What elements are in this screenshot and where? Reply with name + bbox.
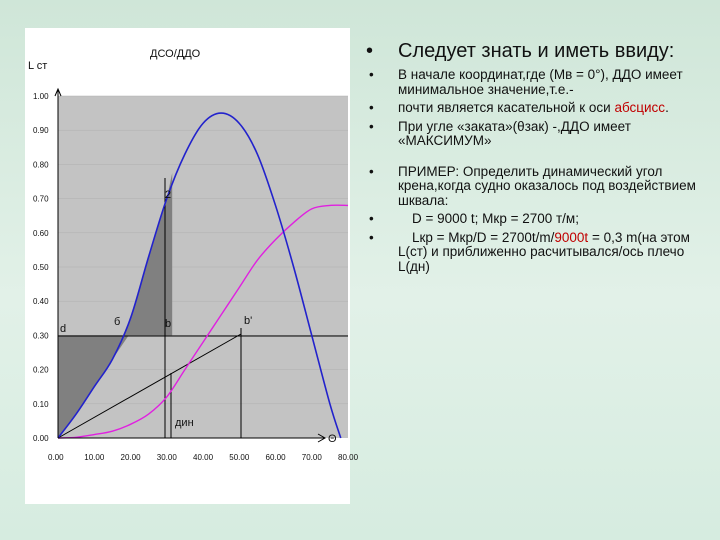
note-item	[362, 212, 712, 227]
notes-heading-text: Следует знать и иметь ввиду:	[398, 40, 675, 62]
point-label-2: 2	[165, 189, 172, 201]
point-label-b-small: б	[114, 316, 121, 328]
y-tick-label: 1.00	[33, 92, 49, 101]
y-tick-label: 0.40	[33, 297, 49, 307]
y-tick-label: 0.70	[33, 194, 49, 204]
y-tick-label: 0.00	[33, 434, 49, 443]
point-label-b-prime: b'	[244, 315, 253, 327]
bullet-icon: •	[369, 163, 374, 179]
y-tick-label: 0.50	[33, 263, 49, 272]
note-item	[362, 101, 712, 116]
notes-panel	[362, 40, 712, 274]
bullet-icon: •	[366, 40, 374, 62]
y-axis-label: L ст	[28, 60, 48, 72]
bullet-icon: •	[369, 100, 374, 115]
x-tick-label: 40.00	[193, 453, 214, 462]
y-tick-label: 0.20	[33, 365, 49, 375]
point-label-din: дин	[175, 417, 194, 429]
note-text: ПРИМЕР: Определить динамический угол крена,когда судно оказалось под воздействием шквала:	[398, 163, 696, 208]
note-highlight: абсцисс	[614, 100, 666, 115]
bullet-icon: •	[369, 229, 374, 245]
note-text: В начале координат,где (Мв = 0°), ДДО имеет минимальное значение,т.е.-	[398, 67, 683, 97]
y-tick-label: 0.10	[33, 399, 49, 409]
x-tick-label: 20.00	[120, 453, 141, 462]
note-item	[362, 231, 712, 275]
y-tick-label: 0.30	[33, 331, 49, 341]
x-tick-label: 50.00	[229, 453, 250, 462]
x-tick-label: 30.00	[156, 453, 177, 462]
note-text: Lкр = Мкр/D = 2700t/m/	[412, 229, 555, 245]
point-label-b: b	[165, 318, 172, 330]
bullet-icon: •	[369, 211, 374, 226]
x-tick-label: 10.00	[84, 453, 105, 462]
x-tick-label: 70.00	[301, 453, 322, 462]
stability-diagram	[25, 28, 359, 504]
y-tick-label: 0.60	[33, 228, 49, 238]
x-tick-label: 60.00	[265, 453, 286, 462]
figure-title: ДСО/ДДО	[150, 48, 201, 60]
stability-diagram-figure	[25, 28, 359, 504]
note-item	[362, 165, 712, 209]
notes-heading	[362, 40, 712, 62]
note-highlight: 9000t	[554, 229, 589, 245]
bullet-icon: •	[369, 118, 374, 134]
theta-label: Θ	[328, 433, 337, 445]
y-tick-label: 0.90	[33, 126, 49, 136]
x-tick-label: 0.00	[48, 453, 64, 462]
note-text-tail: = 0,3 m(на этом L(ст) и приближенно расчитывался/ось плечо L(дн)	[398, 229, 690, 274]
bullet-icon: •	[369, 67, 374, 82]
note-item	[362, 120, 712, 149]
note-item	[362, 68, 712, 97]
note-text-tail: .	[665, 100, 669, 115]
note-text: При угле «заката»(θзак) -,ДДО имеет «МАКСИМУМ»	[398, 118, 631, 148]
x-tick-label: 80.00	[338, 453, 359, 462]
note-text: D = 9000 t; Мкр = 2700 т/м;	[412, 211, 579, 226]
y-tick-label: 0.80	[33, 160, 49, 170]
note-text: почти является касательной к оси	[398, 100, 615, 115]
point-label-d: d	[60, 323, 67, 335]
